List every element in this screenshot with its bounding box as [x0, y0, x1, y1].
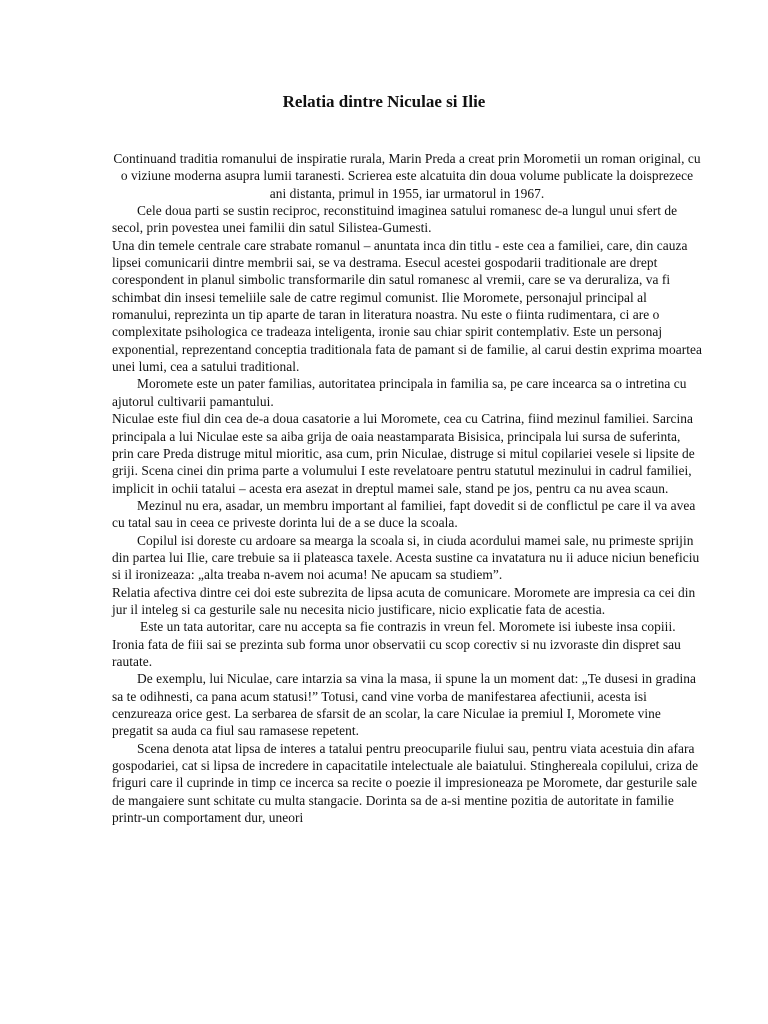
paragraph: Scena denota atat lipsa de interes a tatalui pentru preocuparile fiului sau, pentru viata acestuia din afara gospodariei, cat si lipsa de incredere in capacitatile intelectuale ale baiatului. Stinghereala copilului, criza de friguri care il cuprinde in timp ce incerca sa recite o poezie il impresioneaza pe Moromete, dar gesturile sale de mangaiere sunt schitate cu multa stangacie. Dorinta sa de a-si mentine pozitia de autoritate in familie printr-un comportament dur, uneori [112, 740, 699, 826]
paragraph: Mezinul nu era, asadar, un membru important al familiei, fapt dovedit si de conflictul pe care il va avea cu tatal sau in ceea ce priveste dorinta lui de a se duce la scoala. [112, 497, 696, 531]
document-title: Relatia dintre Niculae si Ilie [282, 92, 486, 111]
paragraph: Este un tata autoritar, care nu accepta sa fie contrazis in vreun fel. Moromete isi iubeste insa copiii. Ironia fata de fiii sai se prezinta sub forma unor observatii cu scop corectiv si nu izvoraste din dispret sau rautate. [112, 619, 681, 669]
paragraph: Moromete este un pater familias, autoritatea principala in familia sa, pe care incearca sa o intretina cu ajutorul cultivarii pamantului. [112, 376, 687, 409]
paragraph: Una din temele centrale care strabate romanul – anuntata inca din titlu - este cea a familiei, care, din cauza lipsei comunicarii dintre membrii sai, se va destrama. Esecul acestei gospodarii traditionale are drept corespondent in planul simbolic transformarile din satul romanesc al vremii, care se va deruraliza, va fi schimbat din insesi temeliile sale de catre regimul comunist. Ilie Moromete, personajul principal al romanului, reprezinta un tip aparte de taran in literatura noastra. Nu este o fiinta rudimentara, ci are o complexitate psihologica ce tradeaza inteligenta, ironie sau chiar spirit contemplativ. Este un personaj exponential, reprezentand conceptia traditionala fata de pamant si de familie, al carui destin exprima moartea unei lumi, cea a satului traditional. [112, 237, 702, 375]
paragraph: Cele doua parti se sustin reciproc, reconstituind imaginea satului romanesc de-a lungul unui sfert de secol, prin povestea unei familii din satul Silistea-Gumesti. [112, 203, 678, 236]
paragraph: Copilul isi doreste cu ardoare sa mearga la scoala si, in ciuda acordului mamei sale, nu primeste sprijin din partea lui Ilie, care trebuie sa ii plateasca taxele. Acesta sustine ca invatatura nu ii aduce niciun beneficiu si il ironizeaza: „alta treaba n-avem noi acuma! Ne apucam sa studiem”. [112, 532, 700, 583]
paragraph: Relatia afectiva dintre cei doi este subrezita de lipsa acuta de comunicare. Moromete are impresia ca cei din jur il inteleg si ca gesturile sale nu necesita nicio justificare, nicio explicatie fata de acestia. [112, 584, 696, 617]
document-body [112, 150, 702, 826]
paragraph: Niculae este fiul din cea de-a doua casatorie a lui Moromete, cea cu Catrina, fiind mezinul familiei. Sarcina principala a lui Niculae este sa aiba grija de oaia neastamparata Bisisica, principala lui sursa de suferinta, prin care Preda distruge mitul mioritic, asa cum, prin Niculae, distruge si mitul copilariei vesele si lipsite de griji. Scena cinei din prima parte a volumului I este revelatoare pentru statutul mezinului in cadrul familiei, implicit in ochii tatalui – acesta era asezat in dreptul mamei sale, stand pe jos, pentru ca nu avea scaun. [112, 411, 695, 496]
paragraph-intro: Continuand traditia romanului de inspiratie rurala, Marin Preda a creat prin Morometii un roman original, cu o viziune moderna asupra lumii taranesti. Scrierea este alcatuita din doua volume publicate la doisprezece ani distanta, primul in 1955, iar urmatorul in 1967. [113, 151, 701, 201]
paragraph: De exemplu, lui Niculae, care intarzia sa vina la masa, ii spune la un moment dat: „Te dusesi in gradina sa te odihnesti, ca pana acum statusi!” Totusi, cand vine vorba de manifestarea afectiunii, acesta isi cenzureaza orice gest. La serbarea de sfarsit de an scolar, la care Niculae ia premiul I, Moromete vine pregatit sa auda ca fiul sau ramasese repetent. [112, 671, 697, 739]
